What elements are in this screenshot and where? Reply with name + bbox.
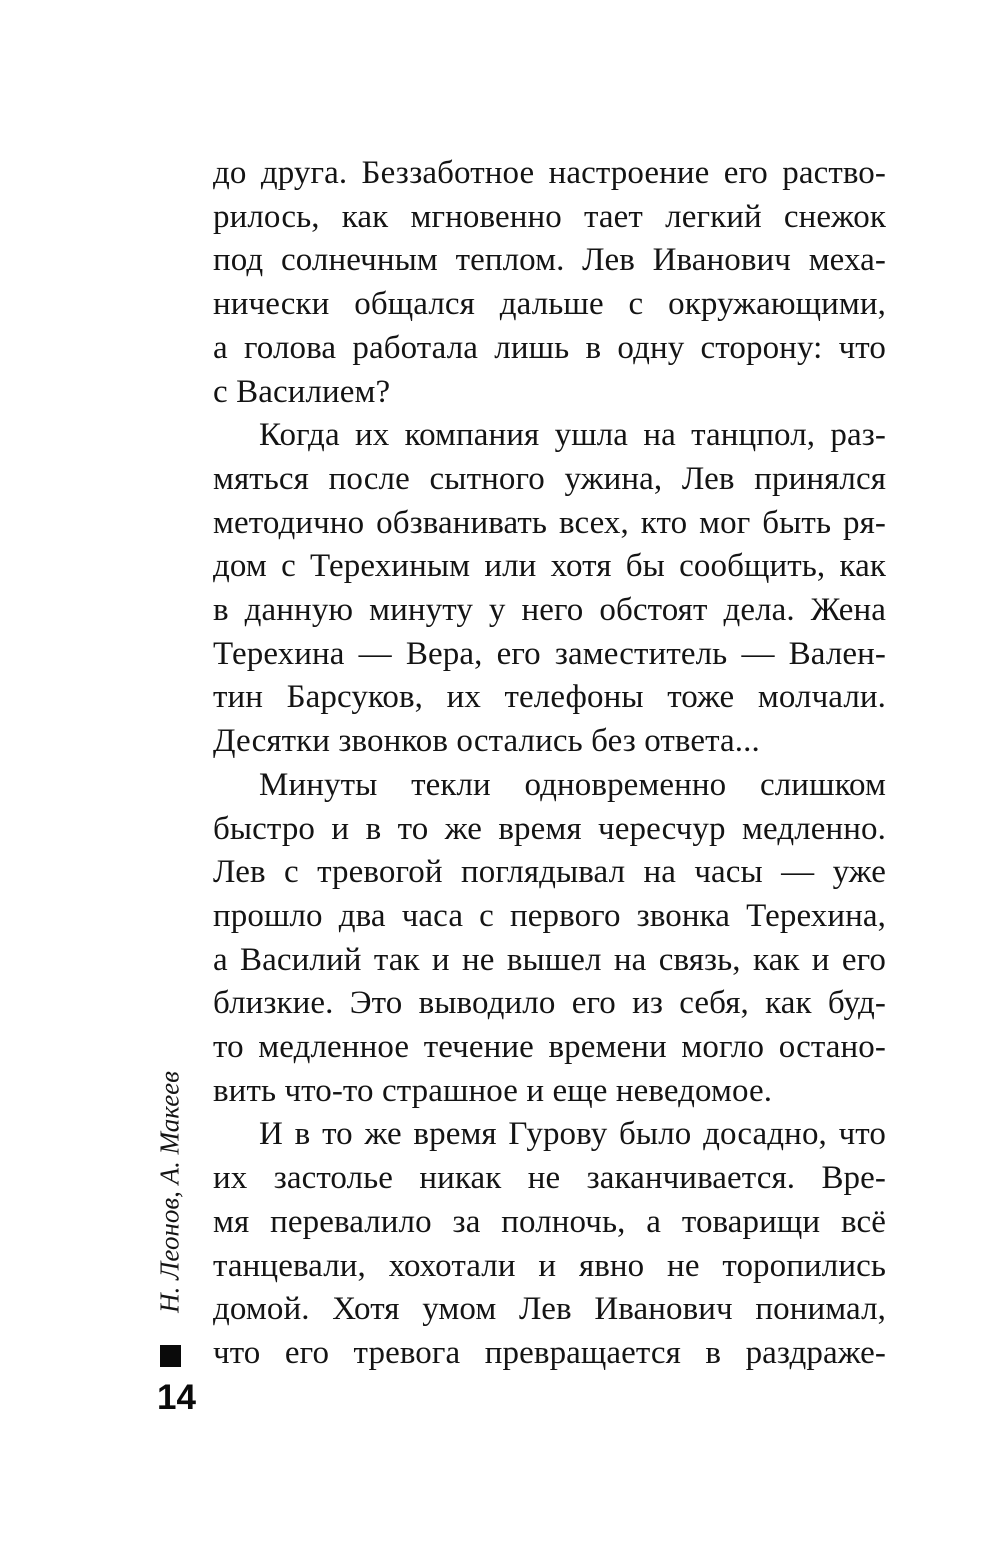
text-line: под солнечным теплом. Лев Иванович меха-: [213, 242, 886, 279]
running-authors-vertical-label: Н. Леонов, А. Макеев: [154, 1071, 185, 1313]
text-line: а Василий так и не вышел на связь, как и его: [213, 941, 886, 978]
text-line: быстро и в то же время чересчур медленно.: [213, 810, 886, 847]
text-line: Лев с тревогой поглядывал на часы — уже: [213, 854, 886, 891]
text-line: танцевали, хохотали и явно не торопились: [213, 1247, 886, 1284]
text-line: вить что-то страшное и еще неведомое.: [213, 1072, 773, 1109]
text-line: нически общался дальше с окружающими,: [213, 286, 886, 323]
text-line: Когда их компания ушла на танцпол, раз-: [259, 417, 886, 454]
text-line: то медленное течение времени могло остано-: [213, 1029, 886, 1066]
text-line: до друга. Беззаботное настроение его раство-: [213, 155, 886, 191]
text-line: дом с Терехиным или хотя бы сообщить, как: [213, 548, 886, 585]
text-line: И в то же время Гурову было досадно, что: [259, 1116, 886, 1153]
text-line: Десятки звонков остались без ответа...: [213, 723, 760, 760]
text-line: с Василием?: [213, 373, 391, 410]
text-line: близкие. Это выводило его из себя, как буд-: [213, 985, 886, 1022]
text-line: Минуты текли одновременно слишком: [259, 766, 886, 803]
text-line: мяться после сытного ужина, Лев принялся: [213, 460, 886, 497]
text-line: их застолье никак не заканчивается. Вре-: [213, 1160, 886, 1197]
page-number: 14: [157, 1378, 196, 1417]
section-marker-square-icon: [160, 1345, 181, 1367]
text-line: что его тревога превращается в раздраже-: [213, 1334, 886, 1371]
text-block: [213, 152, 886, 1376]
text-line: а голова работала лишь в одну сторону: что: [213, 329, 886, 366]
text-line: в данную минуту у него обстоят дела. Жена: [213, 592, 886, 629]
text-line: домой. Хотя умом Лев Иванович понимал,: [213, 1291, 886, 1328]
text-line: рилось, как мгновенно тает легкий снежок: [213, 198, 886, 235]
text-line: методично обзванивать всех, кто мог быть ря-: [213, 504, 886, 541]
text-line: Терехина — Вера, его заместитель — Вален-: [213, 635, 886, 672]
text-line: прошло два часа с первого звонка Терехина,: [213, 897, 886, 934]
text-line: тин Барсуков, их телефоны тоже молчали.: [213, 679, 886, 716]
text-line: мя перевалило за полночь, а товарищи всё: [213, 1203, 886, 1240]
